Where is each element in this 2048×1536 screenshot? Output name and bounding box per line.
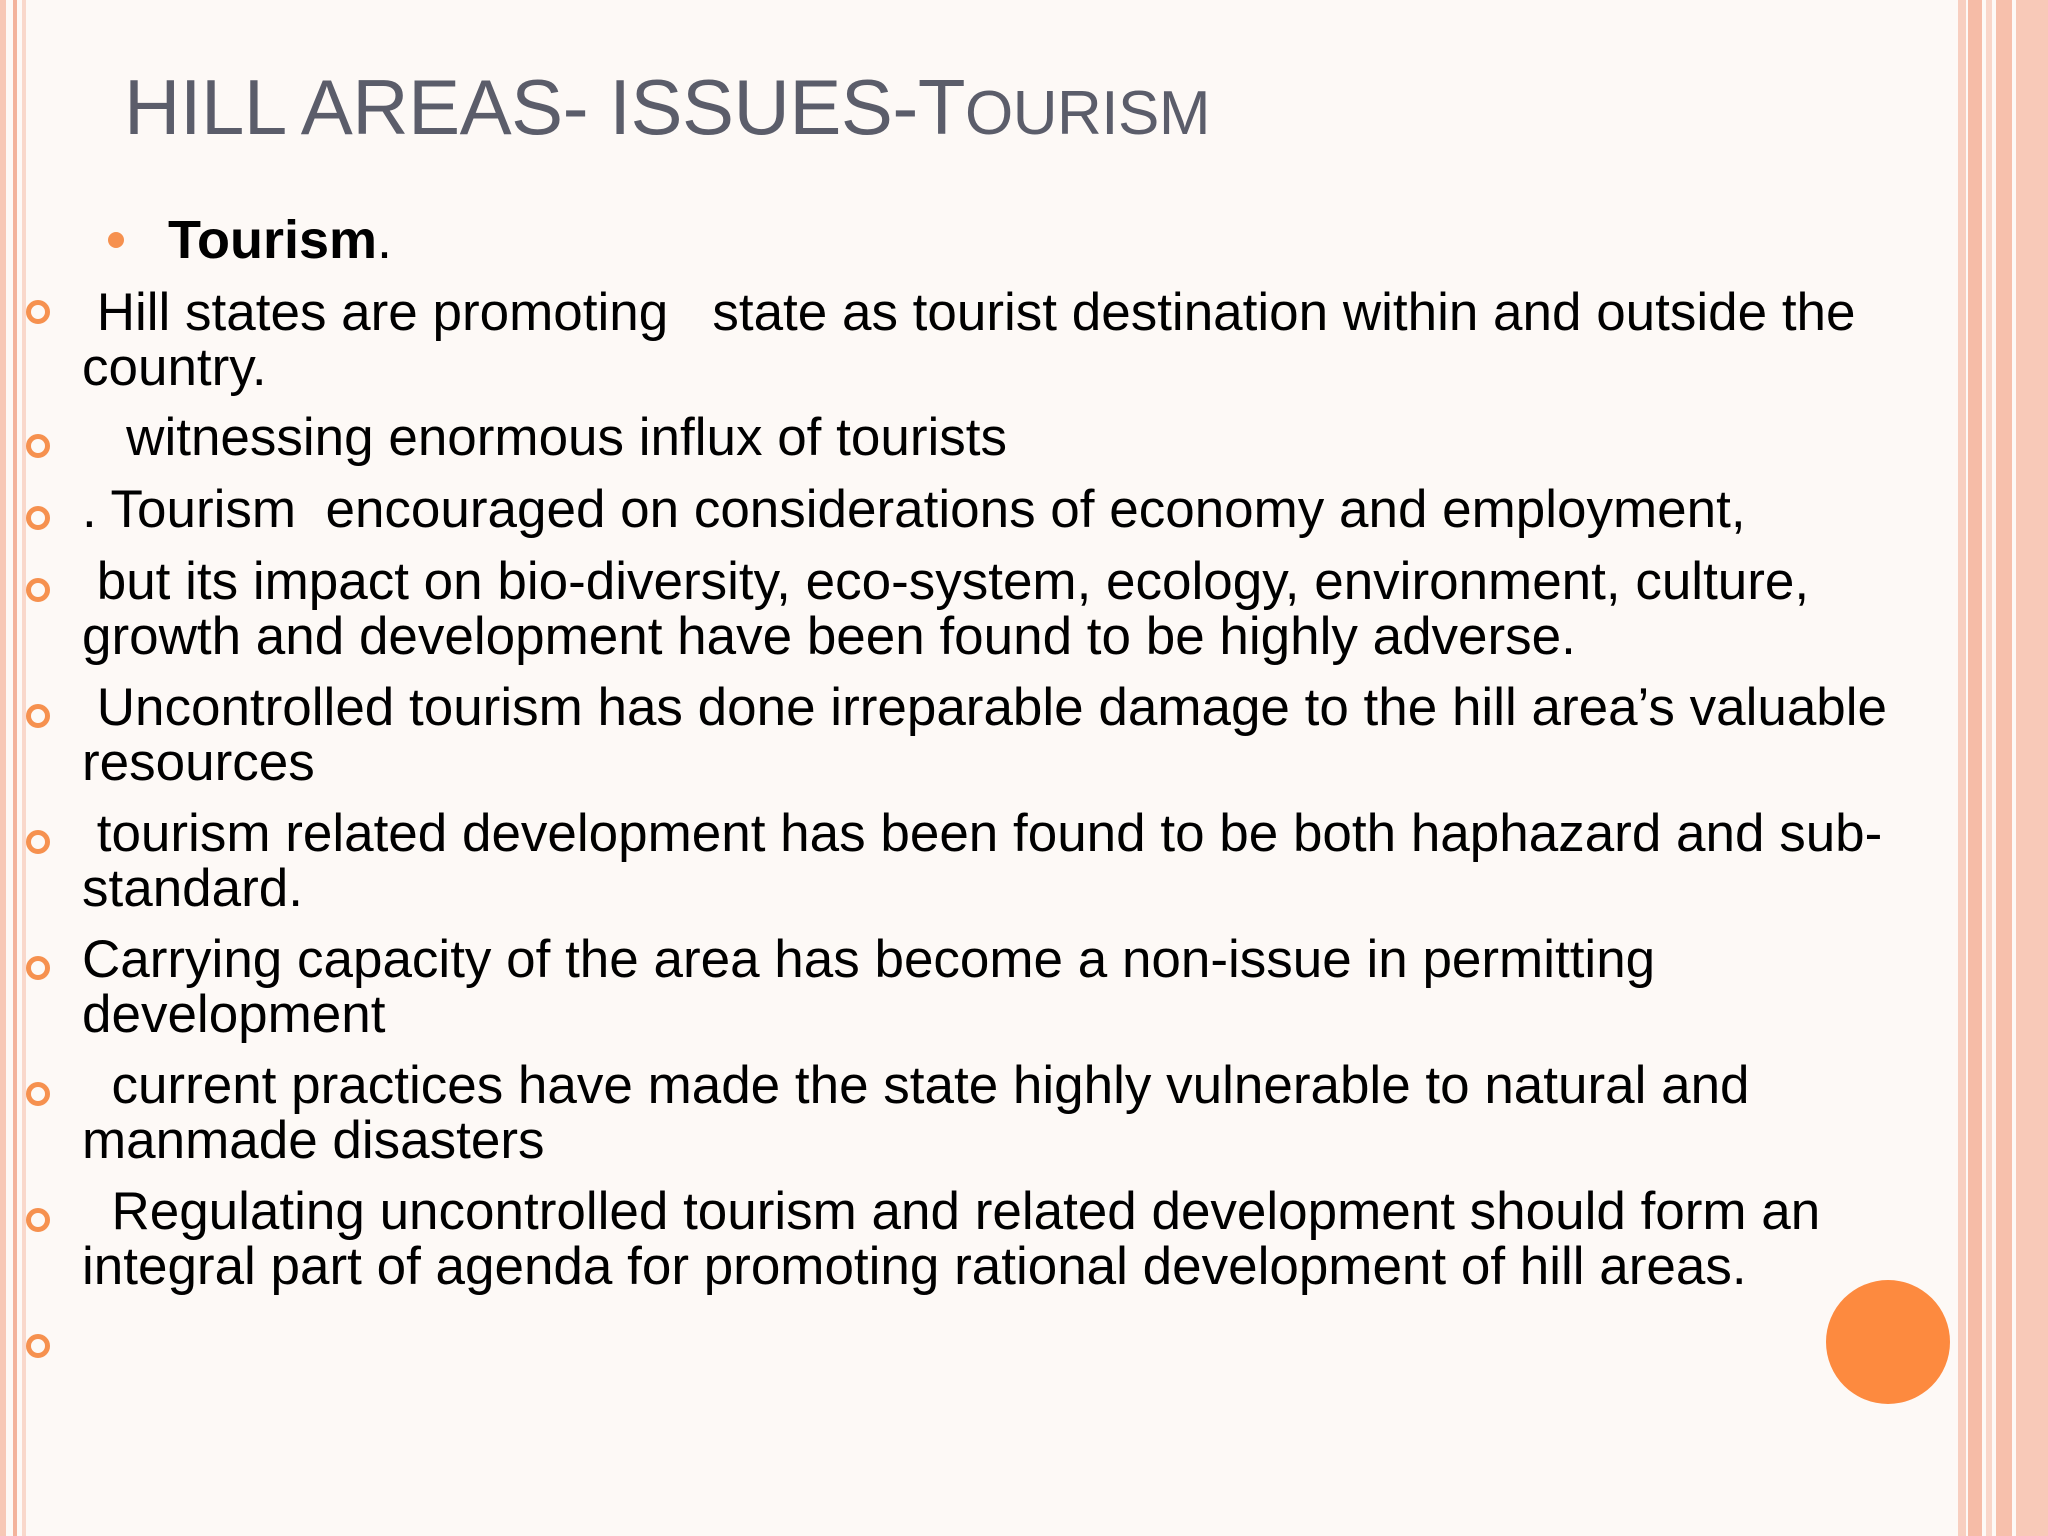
ring-bullet-icon	[26, 704, 50, 728]
ring-bullet-icon	[26, 1082, 50, 1106]
sub-heading-text	[168, 208, 392, 272]
ring-bullet-icon	[26, 956, 50, 980]
filled-dot-icon	[108, 232, 124, 248]
list-item: current practices have made the state highly vulnerable to natural and manmade disasters	[82, 1056, 1750, 1170]
ring-bullet-icon	[26, 1334, 50, 1358]
ring-bullet-icon	[26, 300, 50, 324]
list-item: Hill states are promoting state as tourist destination within and outside the country.	[82, 283, 1856, 397]
title-main: HILL AREAS- ISSUES-T	[124, 63, 966, 151]
sub-heading-suffix: .	[377, 210, 393, 270]
sub-heading-bold: Tourism	[168, 210, 378, 270]
list-item: Regulating uncontrolled tourism and related development should form an integral part of agenda for promoting rational development of hill areas.	[82, 1182, 1821, 1296]
list-item: but its impact on bio-diversity, eco-system, ecology, environment, culture, growth and development have been found to be highly adverse.	[82, 552, 1810, 666]
ring-bullet-icon	[26, 434, 50, 458]
left-stripe	[22, 0, 26, 1536]
ring-bullet-icon	[26, 578, 50, 602]
ring-bullet-icon	[26, 1208, 50, 1232]
decorative-circle	[1826, 1280, 1950, 1404]
left-stripe	[13, 0, 17, 1536]
list-item: tourism related development has been found to be both haphazard and sub- standard.	[82, 804, 1883, 918]
list-item: witnessing enormous influx of tourists	[82, 408, 1007, 467]
sub-heading	[108, 208, 392, 272]
title-smallcaps: OURISM	[965, 79, 1211, 148]
slide-title	[124, 62, 1210, 159]
list-item: Uncontrolled tourism has done irreparable damage to the hill area’s valuable resources	[82, 678, 1888, 792]
list-item: Carrying capacity of the area has become a non-issue in permitting development	[82, 930, 1656, 1044]
ring-bullet-icon	[26, 506, 50, 530]
list-item: . Tourism encouraged on considerations of economy and employment,	[82, 480, 1746, 539]
left-stripe	[0, 0, 6, 1536]
ring-bullet-icon	[26, 830, 50, 854]
